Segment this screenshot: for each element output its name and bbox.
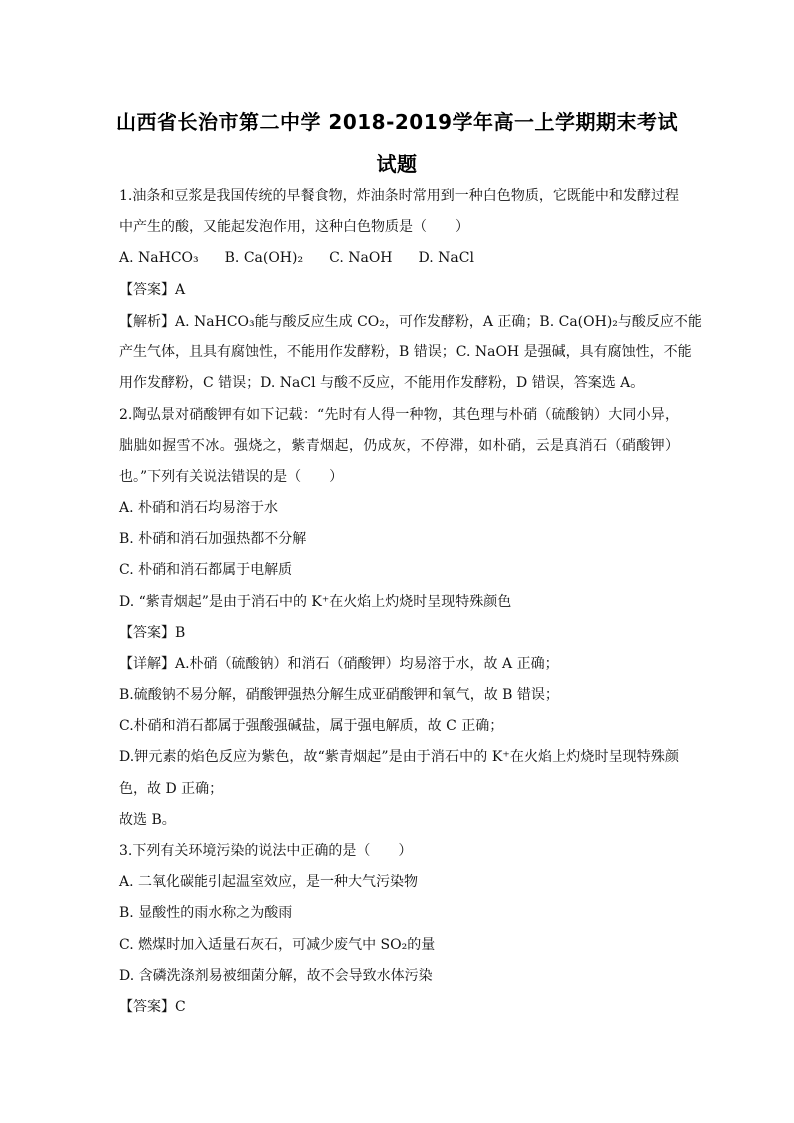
q1-analysis-line-3: 用作发酵粉，C 错误；D. NaCl 与酸不反应，不能用作发酵粉，D 错误，答案选 A。 bbox=[119, 375, 645, 391]
q1-stem-line-1: 1.油条和豆浆是我国传统的早餐食物，炸油条时常用到一种白色物质，它既能中和发酵过程 bbox=[119, 188, 679, 204]
doc-title-line-1: 山西省长治市第二中学 2018-2019学年高一上学期期末考试 bbox=[115, 110, 679, 134]
q1-options bbox=[119, 249, 679, 267]
q2-option-c: C. 朴硝和消石都属于电解质 bbox=[119, 562, 293, 578]
q2-analysis-line-4: D.钾元素的焰色反应为紫色，故“紫青烟起”是由于消石中的 K⁺在火焰上灼烧时呈现特殊颜 bbox=[119, 749, 679, 765]
q3-option-c: C. 燃煤时加入适量石灰石，可减少废气中 SO₂的量 bbox=[119, 937, 436, 953]
q2-analysis-line-2: B.硫酸钠不易分解，硝酸钾强热分解生成亚硝酸钾和氧气，故 B 错误； bbox=[119, 687, 559, 703]
q2-option-b: B. 朴硝和消石加强热都不分解 bbox=[119, 531, 307, 547]
q1-answer: 【答案】A bbox=[119, 282, 186, 298]
q1-analysis-line-1: 【解析】A. NaHCO₃能与酸反应生成 CO₂，可作发酵粉，A 正确；B. Ca(OH)₂与酸反应不能 bbox=[119, 314, 702, 330]
q1-option-a: A. NaHCO₃ bbox=[119, 250, 199, 266]
q3-option-d: D. 含磷洗涤剂易被细菌分解，故不会导致水体污染 bbox=[119, 968, 433, 984]
q2-answer: 【答案】B bbox=[119, 625, 186, 641]
q2-analysis-line-1: 【详解】A.朴硝（硫酸钠）和消石（硝酸钾）均易溶于水，故 A 正确； bbox=[119, 656, 559, 672]
q3-option-a: A. 二氧化碳能引起温室效应，是一种大气污染物 bbox=[119, 874, 419, 890]
q1-analysis-line-2: 产生气体，且具有腐蚀性，不能用作发酵粉，B 错误；C. NaOH 是强碱，具有腐蚀性，不能 bbox=[119, 344, 692, 360]
q2-stem-line-2: 朏朏如握雪不冰。强烧之，紫青烟起，仍成灰，不停滞，如朴硝，云是真消石（硝酸钾） bbox=[119, 438, 679, 454]
q2-stem-line-1: 2.陶弘景对硝酸钾有如下记载：“先时有人得一种物，其色理与朴硝（硫酸钠）大同小异， bbox=[119, 407, 679, 423]
q2-option-a: A. 朴硝和消石均易溶于水 bbox=[119, 500, 279, 516]
q1-stem-line-2: 中产生的酸，又能起发泡作用，这种白色物质是（ ） bbox=[119, 219, 469, 235]
q2-analysis-line-6: 故选 B。 bbox=[119, 812, 176, 828]
q2-analysis-line-5: 色，故 D 正确； bbox=[119, 781, 224, 797]
q1-option-d: D. NaCl bbox=[418, 250, 474, 266]
q3-answer: 【答案】C bbox=[119, 999, 186, 1015]
q1-option-b: B. Ca(OH)₂ bbox=[224, 250, 304, 266]
q1-option-c: C. NaOH bbox=[329, 250, 393, 266]
q2-stem-line-3: 也。”下列有关说法错误的是（ ） bbox=[119, 469, 344, 485]
q2-analysis-line-3: C.朴硝和消石都属于强酸强碱盐，属于强电解质，故 C 正确； bbox=[119, 718, 504, 734]
q3-option-b: B. 显酸性的雨水称之为酸雨 bbox=[119, 905, 293, 921]
doc-title-line-2: 试题 bbox=[376, 152, 418, 176]
q3-stem: 3.下列有关环境污染的说法中正确的是（ ） bbox=[119, 843, 413, 859]
q2-option-d: D. “紫青烟起”是由于消石中的 K⁺在火焰上灼烧时呈现特殊颜色 bbox=[119, 594, 512, 610]
